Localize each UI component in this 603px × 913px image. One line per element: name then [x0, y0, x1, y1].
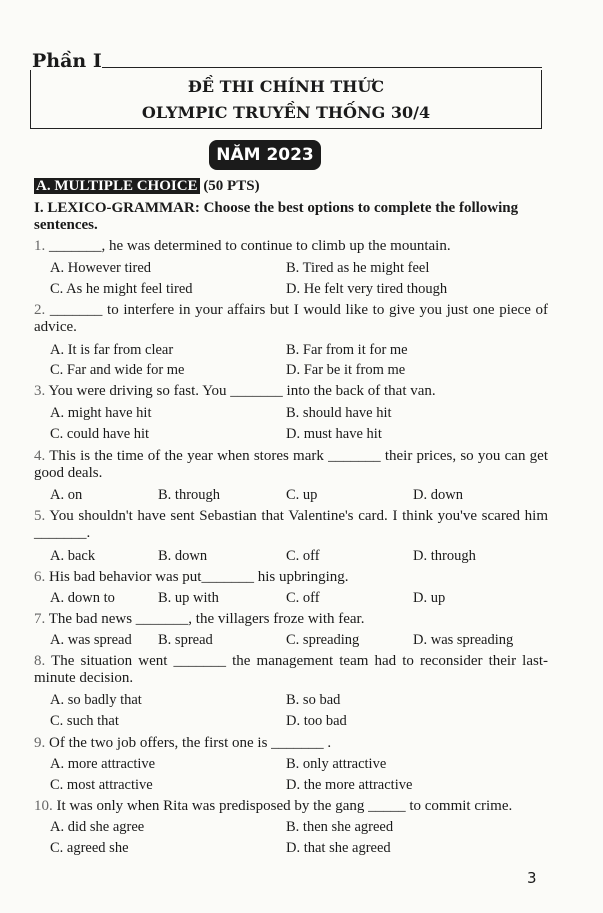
option-7a[interactable]: A. was spread [50, 632, 132, 648]
question-4 [34, 448, 548, 482]
question-number: 3. [34, 383, 46, 399]
option-9c[interactable]: C. most attractive [50, 777, 153, 793]
section-points: (50 PTS) [203, 178, 260, 194]
question-text: His bad behavior was put_______ his upbringing. [49, 569, 349, 585]
option-5b[interactable]: B. down [158, 548, 208, 564]
option-1d[interactable]: D. He felt very tired though [286, 281, 448, 297]
option-3b[interactable]: B. should have hit [286, 405, 392, 421]
question-text: It was only when Rita was predisposed by the gang _____ to commit crime. [56, 798, 513, 814]
question-number: 1. [34, 238, 46, 254]
option-1c[interactable]: C. As he might feel tired [50, 281, 193, 297]
option-8c[interactable]: C. such that [50, 713, 119, 729]
part-rule [102, 67, 542, 68]
title-line-1: ĐỀ THI CHÍNH THỨC [187, 77, 385, 96]
option-10d[interactable]: D. that she agreed [286, 840, 391, 856]
question-number: 6. [34, 569, 46, 585]
title-box [30, 70, 542, 129]
option-9d[interactable]: D. the more attractive [286, 777, 413, 793]
option-2d[interactable]: D. Far be it from me [286, 362, 406, 378]
option-10b[interactable]: B. then she agreed [286, 819, 394, 835]
option-3a[interactable]: A. might have hit [50, 405, 152, 421]
question-number: 2. [34, 302, 46, 318]
option-7b[interactable]: B. spread [158, 632, 213, 648]
option-8d[interactable]: D. too bad [286, 713, 347, 729]
question-text: _______ to interfere in your affairs but I would like to give you just one piece of advice. [34, 302, 549, 335]
option-1b[interactable]: B. Tired as he might feel [286, 260, 430, 276]
option-3c[interactable]: C. could have hit [50, 426, 150, 442]
question-number: 10. [34, 798, 53, 814]
option-8b[interactable]: B. so bad [286, 692, 341, 708]
question-2 [34, 302, 548, 336]
question-number: 7. [34, 611, 46, 627]
option-5a[interactable]: A. back [50, 548, 96, 564]
year-badge: NĂM 2023 [209, 140, 321, 170]
question-text: _______, he was determined to continue to climb up the mountain. [49, 238, 451, 254]
option-2c[interactable]: C. Far and wide for me [50, 362, 185, 378]
option-5d[interactable]: D. through [413, 548, 476, 564]
part-label: Phần I [32, 50, 102, 72]
page-number: 3 [527, 869, 537, 887]
option-4c[interactable]: C. up [286, 487, 318, 503]
option-2a[interactable]: A. It is far from clear [50, 342, 174, 358]
option-7d[interactable]: D. was spreading [413, 632, 514, 648]
option-6d[interactable]: D. up [413, 590, 446, 606]
option-6c[interactable]: C. off [286, 590, 320, 606]
question-number: 9. [34, 735, 46, 751]
question-number: 8. [34, 653, 46, 669]
option-10a[interactable]: A. did she agree [50, 819, 145, 835]
question-text: Of the two job offers, the first one is _______ . [49, 735, 332, 751]
option-6a[interactable]: A. down to [50, 590, 115, 606]
question-text: The bad news _______, the villagers froze with fear. [48, 611, 365, 627]
question-6 [34, 569, 548, 586]
option-10c[interactable]: C. agreed she [50, 840, 129, 856]
question-9 [34, 735, 548, 752]
option-9b[interactable]: B. only attractive [286, 756, 387, 772]
option-2b[interactable]: B. Far from it for me [286, 342, 408, 358]
option-5c[interactable]: C. off [286, 548, 320, 564]
option-3d[interactable]: D. must have hit [286, 426, 382, 442]
instruction: I. LEXICO-GRAMMAR: Choose the best options to complete the following sentences. [34, 200, 519, 233]
question-text: The situation went _______ the management team had to reconsider their last-minute decision. [34, 653, 548, 686]
option-4d[interactable]: D. down [413, 487, 463, 503]
question-number: 4. [34, 448, 46, 464]
option-9a[interactable]: A. more attractive [50, 756, 156, 772]
section-heading [34, 178, 260, 195]
question-3 [34, 383, 548, 400]
title-line-2: OLYMPIC TRUYỀN THỐNG 30/4 [141, 103, 431, 122]
option-8a[interactable]: A. so badly that [50, 692, 142, 708]
question-text: You were driving so fast. You _______ into the back of that van. [48, 383, 436, 399]
question-text: This is the time of the year when stores mark _______ their prices, so you can get good deals. [34, 448, 548, 481]
option-1a[interactable]: A. However tired [50, 260, 152, 276]
option-7c[interactable]: C. spreading [286, 632, 360, 648]
option-4b[interactable]: B. through [158, 487, 221, 503]
question-7 [34, 611, 548, 628]
question-10 [34, 798, 548, 815]
option-4a[interactable]: A. on [50, 487, 83, 503]
question-8 [34, 653, 548, 687]
option-6b[interactable]: B. up with [158, 590, 219, 606]
question-5 [34, 508, 548, 542]
section-label: A. MULTIPLE CHOICE [36, 178, 198, 194]
question-text: You shouldn't have sent Sebastian that Valentine's card. I think you've scared him _______. [34, 508, 548, 541]
question-number: 5. [34, 508, 46, 524]
question-1 [34, 238, 548, 255]
